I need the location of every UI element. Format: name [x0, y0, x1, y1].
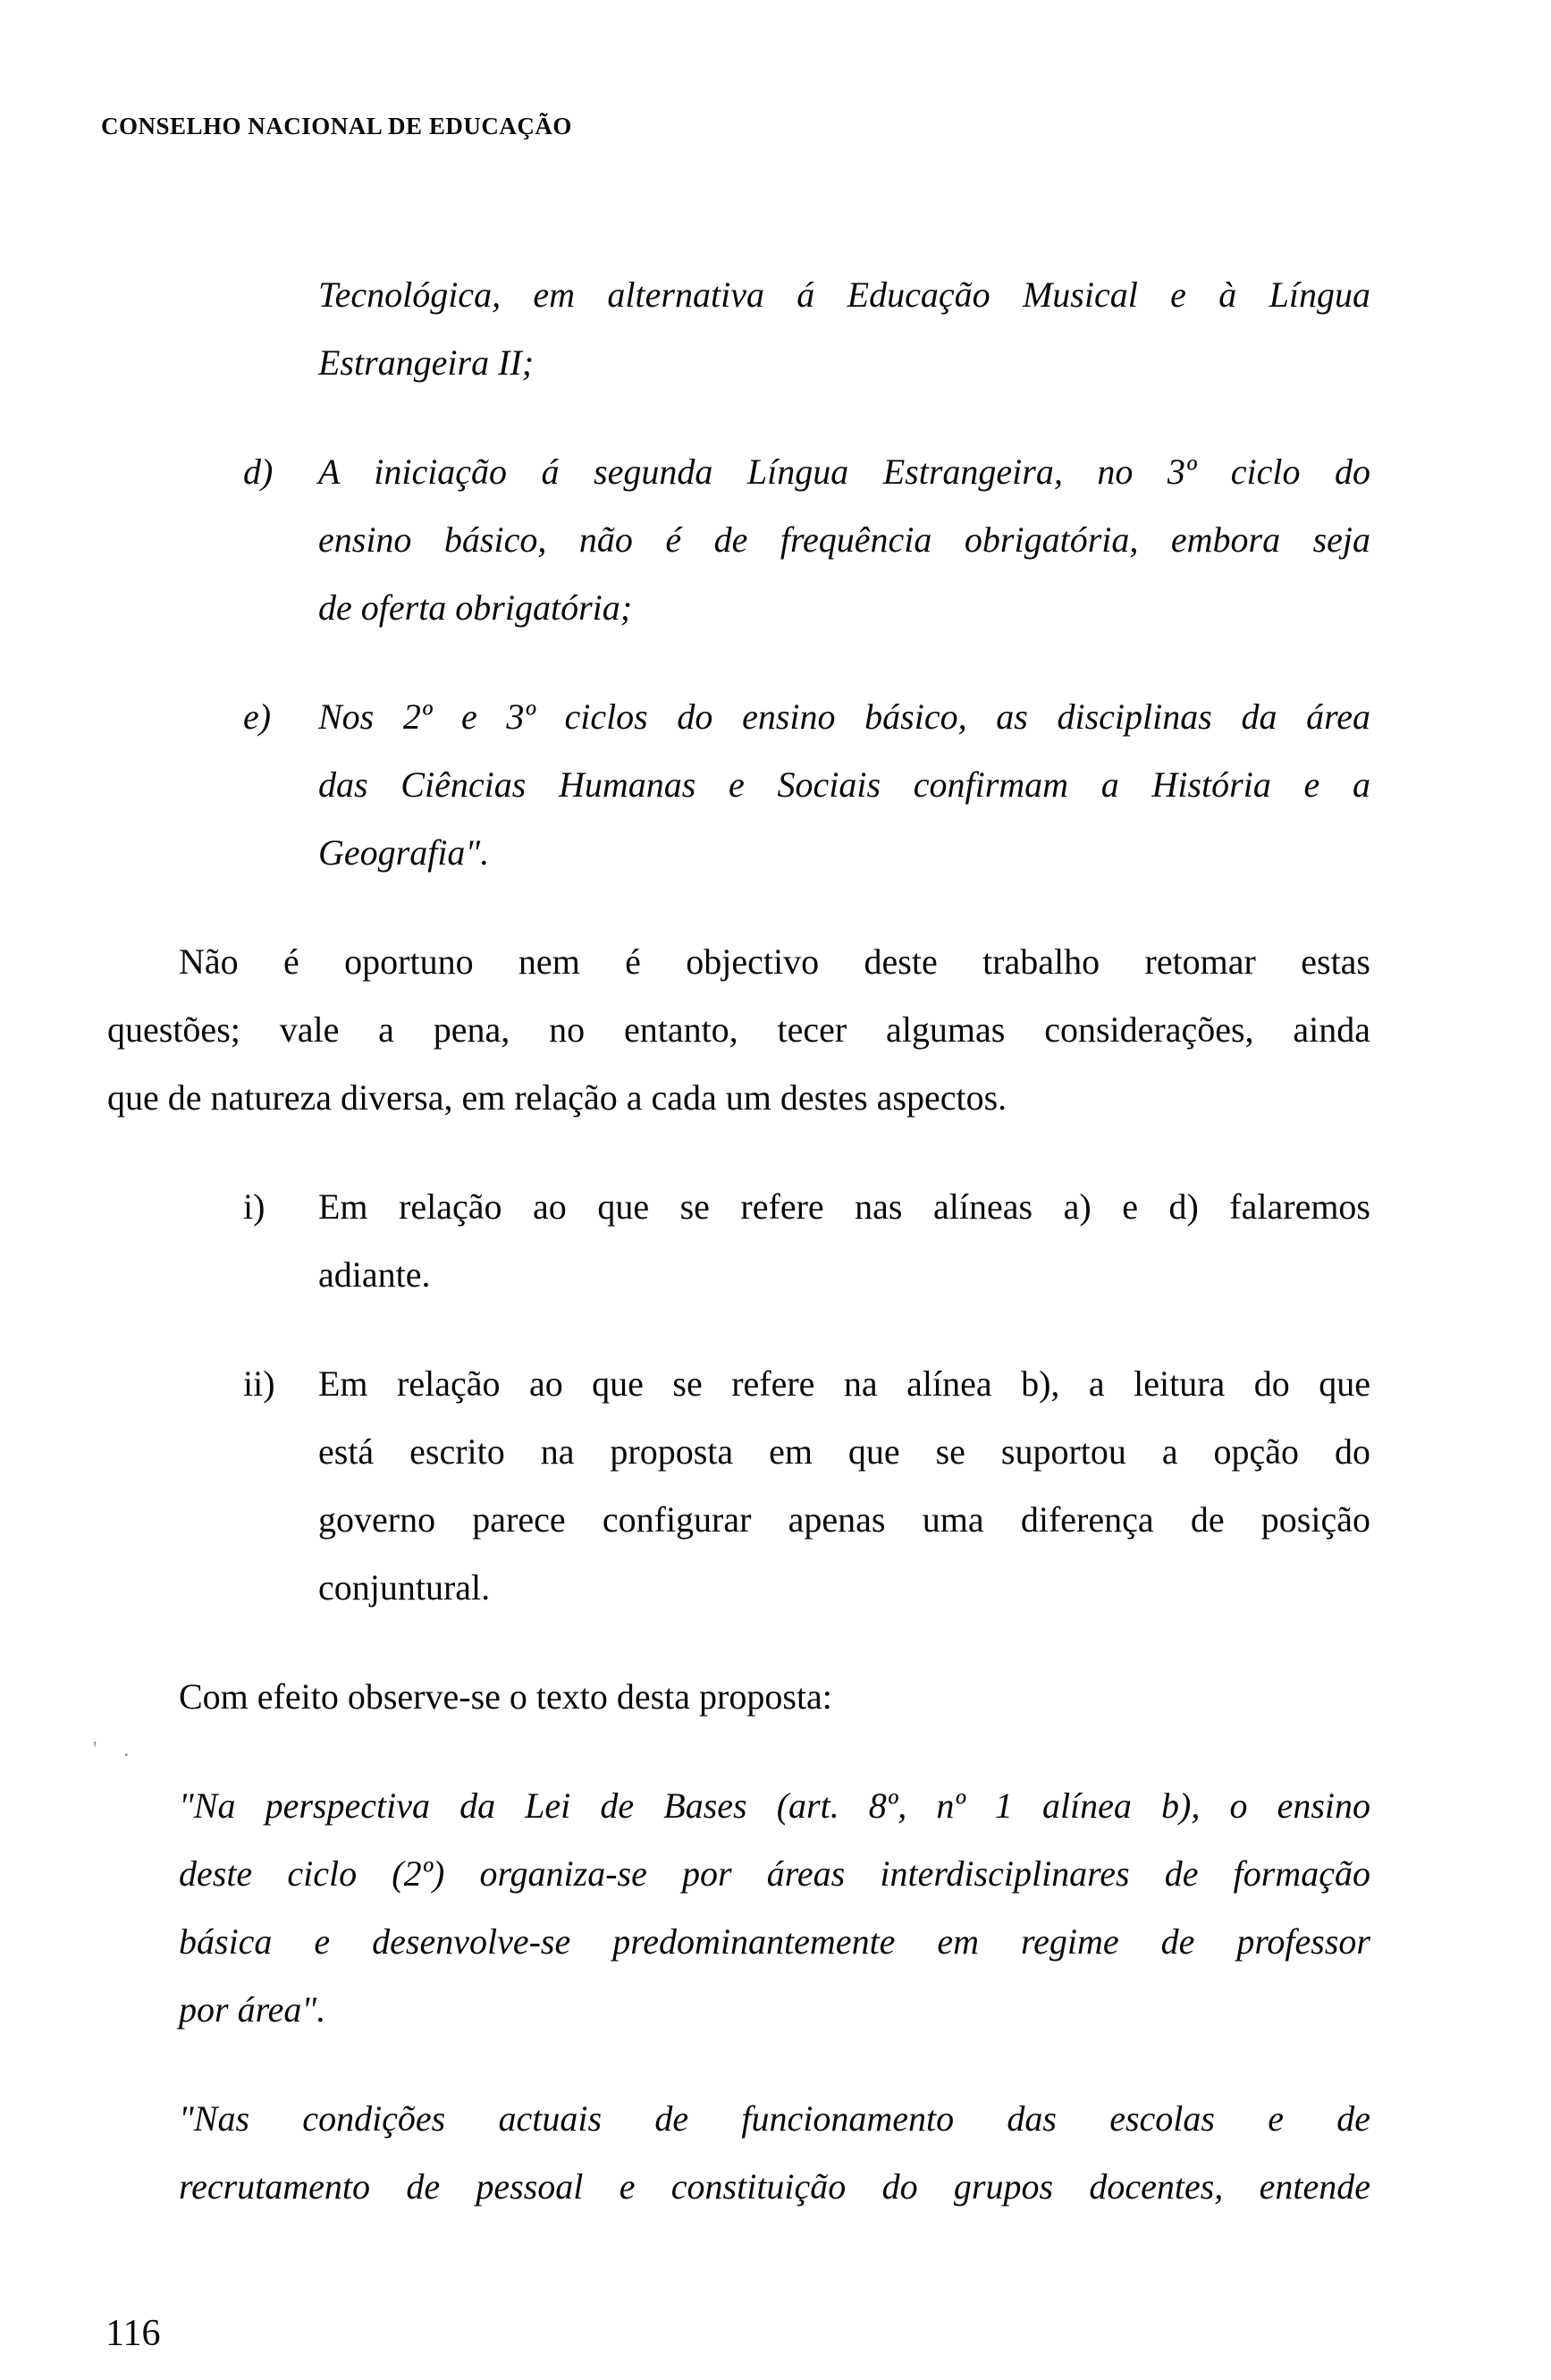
list-item-e — [243, 683, 1370, 887]
text-line: Tecnológica, em alternativa á Educação Musical e à Língua — [318, 274, 1370, 315]
text-line: ensino básico, não é de frequência obrigatória, embora seja — [318, 519, 1370, 560]
list-marker: d) — [243, 452, 274, 492]
text-block — [179, 1772, 1370, 2044]
text-line: Em relação ao que se refere nas alíneas a) e d) falaremos — [318, 1186, 1370, 1227]
text-line: está escrito na proposta em que se suportou a opção do — [318, 1431, 1370, 1472]
list-item-d — [243, 438, 1370, 642]
text-line: das Ciências Humanas e Sociais confirmam a História e a — [318, 764, 1370, 805]
text-line: Não é oportuno nem é objectivo deste trabalho retomar estas — [179, 941, 1370, 982]
text-line: Estrangeira II; — [318, 342, 535, 383]
text-line: deste ciclo (2º) organiza-se por áreas interdisciplinares de formação — [179, 1853, 1370, 1894]
scan-artifact: ' . — [93, 1738, 140, 1761]
page-number: 116 — [105, 2313, 161, 2354]
text-line: "Na perspectiva da Lei de Bases (art. 8º, nº 1 alínea b), o ensino — [179, 1785, 1370, 1826]
text-line: Em relação ao que se refere na alínea b), a leitura do que — [318, 1363, 1370, 1404]
list-item-ii — [243, 1350, 1370, 1622]
text-block — [179, 2085, 1370, 2221]
text-line: "Nas condições actuais de funcionamento das escolas e de — [179, 2098, 1370, 2139]
text-line: que de natureza diversa, em relação a cada um destes aspectos. — [107, 1077, 1007, 1118]
text-line: básica e desenvolve-se predominantemente em regime de professor — [179, 1921, 1370, 1962]
text-line: conjuntural. — [318, 1567, 491, 1608]
list-marker: ii) — [243, 1363, 275, 1404]
text-line: adiante. — [318, 1254, 431, 1295]
text-line: por área". — [179, 1989, 326, 2030]
text-line: recrutamento de pessoal e constituição do grupos docentes, entende — [179, 2166, 1370, 2207]
list-marker: e) — [243, 696, 272, 737]
text-block — [179, 1663, 1370, 1731]
list-item-i — [243, 1173, 1370, 1309]
text-line: A iniciação á segunda Língua Estrangeira, no 3º ciclo do — [318, 452, 1370, 492]
text-line: Geografia". — [318, 832, 490, 873]
text-line: Com efeito observe-se o texto desta proposta: — [179, 1676, 832, 1717]
text-block — [318, 261, 1370, 397]
text-line: de oferta obrigatória; — [318, 587, 633, 628]
text-line: questões; vale a pena, no entanto, tecer algumas considerações, ainda — [107, 1009, 1370, 1050]
list-marker: i) — [243, 1186, 266, 1227]
text-block — [107, 928, 1370, 1132]
text-blocks — [0, 261, 1551, 2262]
text-line: governo parece configurar apenas uma diferença de posição — [318, 1499, 1370, 1540]
text-line: Nos 2º e 3º ciclos do ensino básico, as disciplinas da área — [318, 696, 1370, 737]
page-header: CONSELHO NACIONAL DE EDUCAÇÃO — [101, 113, 572, 139]
